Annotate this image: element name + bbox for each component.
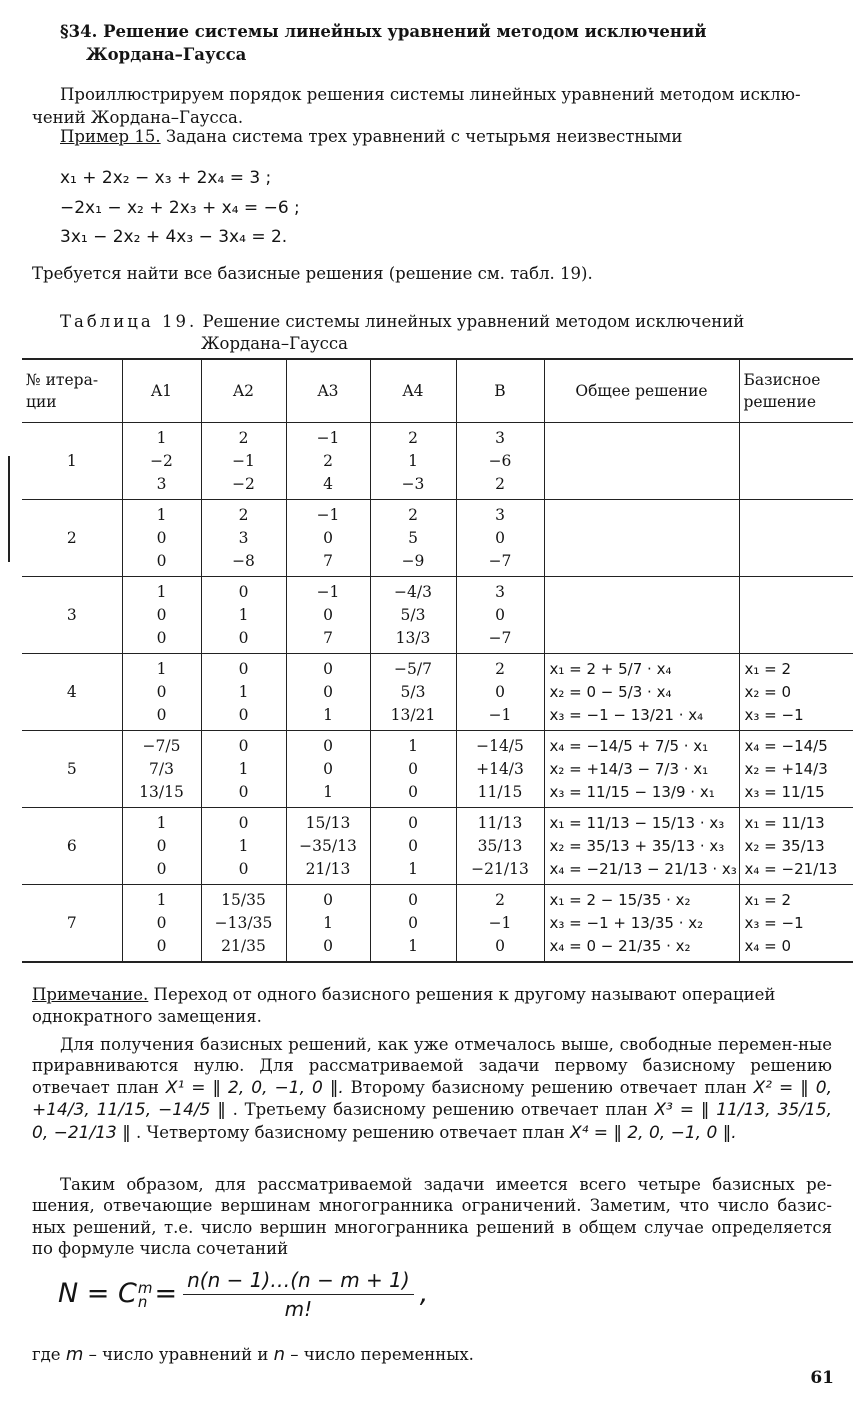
cell-value: 21/13 bbox=[305, 859, 351, 878]
cell-value: −3 bbox=[401, 474, 425, 493]
cell-value bbox=[550, 527, 739, 550]
cell-value: 0 bbox=[495, 936, 505, 955]
cell-basic bbox=[739, 500, 853, 577]
cell-value: 0 bbox=[156, 605, 167, 624]
cell-value: −1 bbox=[488, 913, 512, 932]
plan-4: X⁴ = ‖ 2, 0, −1, 0 ‖. bbox=[569, 1122, 737, 1143]
cell-value: x₂ = 0 − 5/3 · x₄ bbox=[549, 682, 672, 701]
cell-value: 0 bbox=[156, 528, 167, 547]
table-row bbox=[22, 577, 853, 654]
heading-line-2: Жордана–Гаусса bbox=[86, 45, 247, 64]
cell-value bbox=[550, 450, 739, 473]
iteration-number: 7 bbox=[22, 885, 122, 963]
cell-value: 0 bbox=[156, 705, 167, 724]
cell-value: 0 bbox=[495, 528, 505, 547]
cell-value: 35/13 bbox=[477, 836, 523, 855]
formula-numerator: n(n − 1)…(n − m + 1) bbox=[183, 1268, 414, 1295]
cell-value: 0 bbox=[408, 913, 418, 932]
cell-a3 bbox=[286, 808, 370, 885]
cell-value: 0 bbox=[408, 890, 418, 909]
equation-3: 3x₁ − 2x₂ + 4x₃ − 3x₄ = 2. bbox=[60, 227, 288, 247]
cell-value: 0 bbox=[495, 605, 505, 624]
cell-value: 3 bbox=[238, 528, 249, 547]
cell-value: 0 bbox=[323, 605, 333, 624]
table-row bbox=[22, 885, 853, 963]
cell-value: 0 bbox=[156, 913, 167, 932]
cell-general bbox=[544, 654, 739, 731]
cell-a1 bbox=[122, 731, 201, 808]
cell-value: 13/21 bbox=[390, 705, 436, 724]
iteration-number: 5 bbox=[22, 731, 122, 808]
plan-3: X³ = ‖ 11/13, 35/15, 0, −21/13 ‖ bbox=[32, 1100, 832, 1143]
cell-value: x₃ = −1 bbox=[744, 705, 804, 724]
cell-value bbox=[550, 427, 739, 450]
cell-value: 1 bbox=[408, 859, 418, 878]
cell-value: 0 bbox=[323, 759, 333, 778]
cell-value: 0 bbox=[156, 682, 167, 701]
requirement-line: Требуется найти все базисные решения (решение см. табл. 19). bbox=[32, 264, 593, 283]
cell-value: x₁ = 2 bbox=[744, 659, 792, 678]
cell-value: 5/3 bbox=[400, 605, 426, 624]
cell-value: 1 bbox=[408, 736, 418, 755]
cell-value: 1 bbox=[156, 890, 167, 909]
cell-a3 bbox=[286, 731, 370, 808]
cell-b bbox=[456, 423, 544, 500]
cell-a1 bbox=[122, 885, 201, 963]
page-number: 61 bbox=[810, 1368, 834, 1388]
cell-value: x₂ = 35/13 + 35/13 · x₃ bbox=[549, 836, 725, 855]
header-a4: A4 bbox=[370, 359, 456, 423]
example-text: Задана система трех уравнений с четырьмя неизвестными bbox=[160, 127, 683, 146]
cell-value: x₂ = +14/3 bbox=[744, 759, 828, 778]
cell-value: 0 bbox=[156, 859, 167, 878]
cell-general bbox=[544, 577, 739, 654]
cell-b bbox=[456, 500, 544, 577]
iteration-number: 4 bbox=[22, 654, 122, 731]
cell-value bbox=[745, 604, 854, 627]
cell-a2 bbox=[201, 577, 286, 654]
cell-value: 7/3 bbox=[149, 759, 174, 778]
cell-value bbox=[745, 504, 854, 527]
cell-value: x₄ = 0 − 21/35 · x₂ bbox=[549, 936, 691, 955]
cell-value: x₃ = 11/15 bbox=[744, 782, 825, 801]
cell-value: x₃ = 11/15 − 13/9 · x₁ bbox=[549, 782, 715, 801]
equation-1: x₁ + 2x₂ − x₃ + 2x₄ = 3 ; bbox=[60, 168, 272, 188]
iteration-number: 3 bbox=[22, 577, 122, 654]
equation-2: −2x₁ − x₂ + 2x₃ + x₄ = −6 ; bbox=[60, 197, 300, 218]
formula-tail: , bbox=[419, 1278, 429, 1309]
cell-value: x₁ = 2 bbox=[744, 890, 792, 909]
formula-sub: n bbox=[137, 1292, 148, 1311]
cell-value: 1 bbox=[156, 582, 167, 601]
cell-b bbox=[456, 577, 544, 654]
example-label: Пример 15. bbox=[60, 127, 161, 146]
intro-line-1: Проиллюстрируем порядок решения системы линейных уравнений методом исклю- bbox=[60, 85, 801, 104]
cell-a1 bbox=[122, 654, 201, 731]
cell-value bbox=[745, 473, 854, 496]
cell-value: x₂ = +14/3 − 7/3 · x₁ bbox=[549, 759, 709, 778]
cell-value: 1 bbox=[323, 913, 333, 932]
cell-value: 0 bbox=[238, 659, 249, 678]
cell-value: 5 bbox=[408, 528, 418, 547]
table-row bbox=[22, 731, 853, 808]
cell-value: −1 bbox=[316, 428, 340, 447]
cell-value: 7 bbox=[323, 551, 333, 570]
cell-value: 13/3 bbox=[395, 628, 431, 647]
cell-value: 0 bbox=[156, 551, 167, 570]
cell-value: 3 bbox=[156, 474, 167, 493]
intro-line-2: чений Жордана–Гаусса. bbox=[32, 108, 244, 127]
cell-value: x₄ = −14/5 bbox=[744, 736, 828, 755]
cell-general bbox=[544, 423, 739, 500]
cell-value: 1 bbox=[238, 759, 249, 778]
cell-value: 2 bbox=[495, 474, 505, 493]
cell-value: x₁ = 2 − 15/35 · x₂ bbox=[549, 890, 691, 909]
cell-a4 bbox=[370, 885, 456, 963]
cell-value bbox=[550, 550, 739, 573]
cell-value: 0 bbox=[238, 782, 249, 801]
cell-value bbox=[745, 527, 854, 550]
cell-value: −14/5 bbox=[476, 736, 524, 755]
cell-value: −5/7 bbox=[394, 659, 432, 678]
cell-general bbox=[544, 731, 739, 808]
cell-value: 1 bbox=[323, 782, 333, 801]
cell-value: 1 bbox=[238, 605, 249, 624]
cell-a2 bbox=[201, 731, 286, 808]
cell-value: 4 bbox=[323, 474, 333, 493]
cell-value: −1 bbox=[488, 705, 512, 724]
cell-value bbox=[550, 504, 739, 527]
var-m: m bbox=[65, 1344, 84, 1365]
cell-a2 bbox=[201, 654, 286, 731]
cell-value: 0 bbox=[323, 528, 333, 547]
cell-value bbox=[745, 581, 854, 604]
iteration-number: 2 bbox=[22, 500, 122, 577]
margin-mark bbox=[8, 456, 10, 562]
cell-value: −7/5 bbox=[142, 736, 181, 755]
cell-a2 bbox=[201, 500, 286, 577]
cell-b bbox=[456, 654, 544, 731]
table-row bbox=[22, 500, 853, 577]
cell-value: 13/15 bbox=[139, 782, 184, 801]
cell-value: 0 bbox=[238, 859, 249, 878]
table-caption-line-2: Жордана–Гаусса bbox=[201, 334, 348, 353]
cell-a2 bbox=[201, 808, 286, 885]
cell-value: 21/35 bbox=[221, 936, 266, 955]
cell-value: 1 bbox=[408, 936, 418, 955]
cell-value: 0 bbox=[408, 813, 418, 832]
cell-value: x₁ = 11/13 bbox=[744, 813, 825, 832]
combinations-formula bbox=[58, 1268, 428, 1321]
cell-value: 2 bbox=[495, 659, 505, 678]
cell-a3 bbox=[286, 577, 370, 654]
cell-value: 1 bbox=[156, 659, 167, 678]
cell-value: x₄ = −21/13 bbox=[744, 859, 838, 878]
cell-value: x₂ = 35/13 bbox=[744, 836, 825, 855]
cell-value: 1 bbox=[238, 682, 249, 701]
cell-value: 2 bbox=[408, 428, 418, 447]
cell-a1 bbox=[122, 808, 201, 885]
cell-value: −2 bbox=[232, 474, 255, 493]
cell-value: 0 bbox=[238, 736, 249, 755]
cell-value bbox=[745, 550, 854, 573]
header-a2: A2 bbox=[201, 359, 286, 423]
table-header-row bbox=[22, 359, 853, 423]
header-general-solution: Общее решение bbox=[544, 359, 739, 423]
cell-value: 7 bbox=[323, 628, 333, 647]
iteration-number: 6 bbox=[22, 808, 122, 885]
plan-2: X² = ‖ 0, +14/3, 11/15, −14/5 ‖ bbox=[32, 1077, 833, 1121]
cell-value: 5/3 bbox=[400, 682, 426, 701]
cell-a4 bbox=[370, 500, 456, 577]
cell-value: 2 bbox=[495, 890, 505, 909]
plan-1: X¹ = ‖ 2, 0, −1, 0 ‖. bbox=[165, 1077, 344, 1098]
cell-value: x₂ = 0 bbox=[744, 682, 792, 701]
cell-value: 1 bbox=[323, 705, 333, 724]
cell-value: 0 bbox=[408, 836, 418, 855]
note-paragraph bbox=[32, 984, 832, 1028]
cell-a4 bbox=[370, 654, 456, 731]
cell-a2 bbox=[201, 885, 286, 963]
cell-a4 bbox=[370, 731, 456, 808]
cell-a2 bbox=[201, 423, 286, 500]
cell-value: x₃ = −1 bbox=[744, 913, 804, 932]
cell-b bbox=[456, 885, 544, 963]
example-statement bbox=[60, 126, 858, 148]
cell-a4 bbox=[370, 423, 456, 500]
cell-value: 11/13 bbox=[477, 813, 523, 832]
cell-value: −21/13 bbox=[471, 859, 529, 878]
cell-value: 2 bbox=[408, 505, 418, 524]
cell-value: x₄ = −14/5 + 7/5 · x₁ bbox=[549, 736, 709, 755]
iteration-number: 1 bbox=[22, 423, 122, 500]
header-b: B bbox=[456, 359, 544, 423]
cell-value: −8 bbox=[232, 551, 255, 570]
cell-value: 3 bbox=[495, 582, 505, 601]
cell-value: 0 bbox=[323, 682, 333, 701]
equation-system bbox=[60, 164, 858, 253]
heading-line-1: §34. Решение системы линейных уравнений методом исключений bbox=[60, 22, 707, 41]
formula-fraction bbox=[183, 1268, 414, 1321]
cell-value: −6 bbox=[488, 451, 512, 470]
cell-value: −9 bbox=[401, 551, 425, 570]
plans-text-2: Второму базисному решению отвечает план bbox=[343, 1077, 754, 1097]
cell-a1 bbox=[122, 500, 201, 577]
cell-value: x₃ = −1 + 13/35 · x₂ bbox=[549, 913, 704, 932]
header-iteration: № итера-ции bbox=[22, 359, 122, 423]
cell-value: 0 bbox=[408, 782, 418, 801]
conclusion-paragraph: Таким образом, для рассматриваемой задачи имеется всего четыре базисных ре-шения, отвечающие вершинам многогранника ограничений. Заметим, что число базис-ных решений, т.е. число вершин многогранника решений в общем случае определяется по формуле числа сочетаний bbox=[32, 1175, 832, 1259]
solution-table bbox=[22, 358, 853, 963]
plans-text-4: . Четвертому базисному решению отвечает план bbox=[130, 1122, 570, 1142]
cell-basic bbox=[739, 577, 853, 654]
cell-value: −1 bbox=[316, 505, 340, 524]
cell-value: 0 bbox=[238, 582, 249, 601]
formula-lhs: N = C bbox=[58, 1278, 137, 1309]
table-caption bbox=[60, 311, 858, 355]
plans-text-3: . Третьему базисному решению отвечает план bbox=[225, 1100, 655, 1120]
cell-value: 0 bbox=[238, 705, 249, 724]
formula-sup: m bbox=[137, 1278, 153, 1297]
cell-value: +14/3 bbox=[476, 759, 524, 778]
cell-value: x₁ = 11/13 − 15/13 · x₃ bbox=[549, 813, 725, 832]
cell-value: 0 bbox=[238, 813, 249, 832]
cell-value: 0 bbox=[323, 890, 333, 909]
cell-a1 bbox=[122, 423, 201, 500]
cell-general bbox=[544, 885, 739, 963]
cell-value: 11/15 bbox=[477, 782, 523, 801]
cell-value: −35/13 bbox=[299, 836, 357, 855]
cell-basic bbox=[739, 885, 853, 963]
cell-a3 bbox=[286, 885, 370, 963]
cell-value: x₄ = −21/13 − 21/13 · x₃ bbox=[549, 859, 737, 878]
cell-value: 15/35 bbox=[221, 890, 266, 909]
cell-value: 1 bbox=[238, 836, 249, 855]
formula-eq: = bbox=[154, 1278, 178, 1309]
cell-basic bbox=[739, 808, 853, 885]
header-a1: A1 bbox=[122, 359, 201, 423]
cell-value: x₁ = 2 + 5/7 · x₄ bbox=[549, 659, 672, 678]
cell-value: −2 bbox=[150, 451, 173, 470]
formula-denominator: m! bbox=[284, 1297, 313, 1321]
note-text: Переход от одного базисного решения к другому называют операцией однократного замещения. bbox=[32, 985, 776, 1026]
intro-paragraph bbox=[32, 83, 832, 129]
cell-value: 2 bbox=[238, 428, 249, 447]
cell-value bbox=[745, 450, 854, 473]
cell-value: 0 bbox=[156, 936, 167, 955]
table-row bbox=[22, 808, 853, 885]
cell-value: 2 bbox=[323, 451, 333, 470]
section-heading bbox=[60, 20, 858, 66]
cell-value: 0 bbox=[238, 628, 249, 647]
cell-value: x₃ = −1 − 13/21 · x₄ bbox=[549, 705, 704, 724]
cell-value: 0 bbox=[323, 736, 333, 755]
cell-value: −4/3 bbox=[394, 582, 432, 601]
cell-a3 bbox=[286, 500, 370, 577]
cell-value: 1 bbox=[156, 428, 167, 447]
cell-general bbox=[544, 500, 739, 577]
table-row bbox=[22, 654, 853, 731]
table-row bbox=[22, 423, 853, 500]
basic-plans-paragraph bbox=[32, 1034, 832, 1144]
note-label: Примечание. bbox=[32, 985, 149, 1004]
cell-a3 bbox=[286, 423, 370, 500]
cell-basic bbox=[739, 654, 853, 731]
cell-value bbox=[745, 627, 854, 650]
cell-value bbox=[550, 627, 739, 650]
plans-text-1: Для получения базисных решений, как уже отмечалось выше, свободные перемен-ные приравниваются нулю. Для рассматриваемой задачи первому базисному решению отвечает план bbox=[32, 1035, 832, 1097]
cell-value: 1 bbox=[156, 813, 167, 832]
cell-value: −7 bbox=[488, 551, 512, 570]
cell-value: 0 bbox=[408, 759, 418, 778]
cell-basic bbox=[739, 731, 853, 808]
cell-value: 0 bbox=[156, 628, 167, 647]
table-caption-line-1: Решение системы линейных уравнений методом исключений bbox=[197, 312, 745, 331]
cell-a1 bbox=[122, 577, 201, 654]
header-basic-solution: Базисное решение bbox=[739, 359, 853, 423]
cell-a4 bbox=[370, 577, 456, 654]
cell-value: 1 bbox=[408, 451, 418, 470]
cell-value: −1 bbox=[316, 582, 340, 601]
cell-value bbox=[550, 473, 739, 496]
cell-basic bbox=[739, 423, 853, 500]
var-n: n bbox=[273, 1344, 285, 1365]
formula-legend: где m – число уравнений и n – число переменных. bbox=[32, 1344, 474, 1365]
cell-b bbox=[456, 808, 544, 885]
cell-value: 3 bbox=[495, 505, 505, 524]
cell-value bbox=[745, 427, 854, 450]
cell-value: 0 bbox=[323, 659, 333, 678]
cell-value: 1 bbox=[156, 505, 167, 524]
cell-value: 2 bbox=[238, 505, 249, 524]
cell-value: −1 bbox=[232, 451, 255, 470]
cell-value: 15/13 bbox=[305, 813, 351, 832]
cell-value: 0 bbox=[323, 936, 333, 955]
cell-value: −7 bbox=[488, 628, 512, 647]
cell-value: x₄ = 0 bbox=[744, 936, 792, 955]
cell-value bbox=[550, 604, 739, 627]
cell-value: 0 bbox=[495, 682, 505, 701]
cell-value: 3 bbox=[495, 428, 505, 447]
cell-value: 0 bbox=[156, 836, 167, 855]
table-caption-label: Таблица 19. bbox=[60, 312, 198, 331]
cell-a3 bbox=[286, 654, 370, 731]
cell-value bbox=[550, 581, 739, 604]
cell-b bbox=[456, 731, 544, 808]
cell-value: −13/35 bbox=[214, 913, 273, 932]
cell-general bbox=[544, 808, 739, 885]
cell-a4 bbox=[370, 808, 456, 885]
header-a3: A3 bbox=[286, 359, 370, 423]
